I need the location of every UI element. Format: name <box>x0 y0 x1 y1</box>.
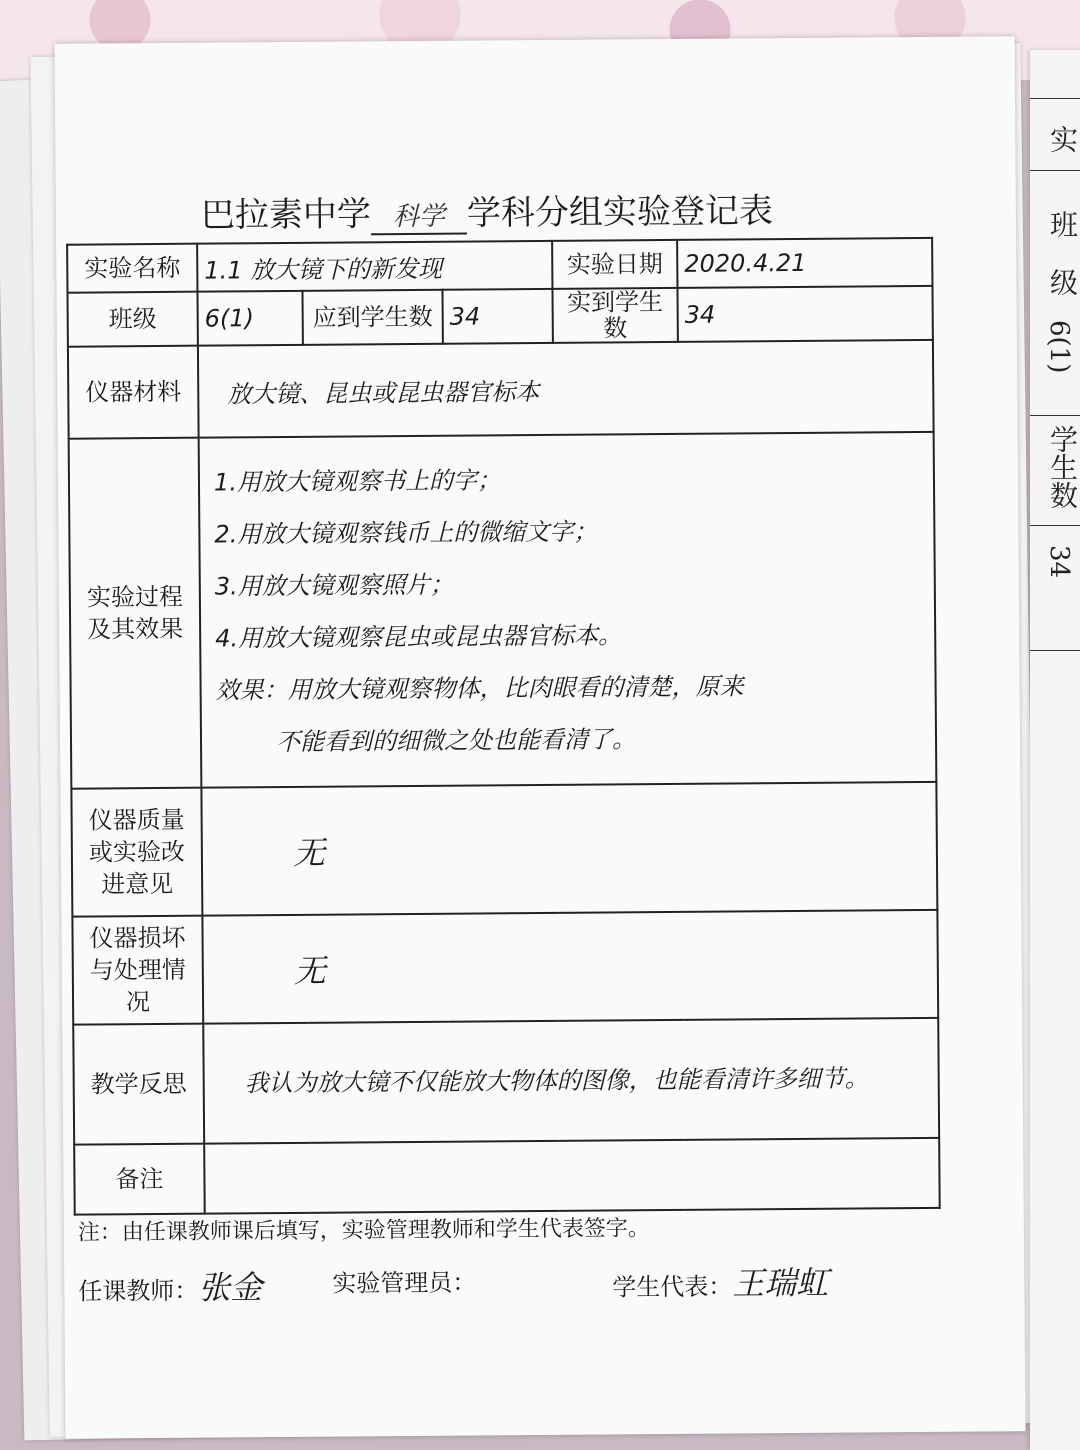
title-suffix: 学科分组实验登记表 <box>467 191 773 233</box>
teacher-signature-value: 张金 <box>198 1268 262 1307</box>
right-sheet-student-value: 34 <box>1044 545 1074 578</box>
subject-field: 科学 <box>371 196 467 236</box>
registration-form <box>55 36 1026 1438</box>
form-title <box>201 183 773 236</box>
right-sheet-rule <box>1030 170 1080 171</box>
right-partial-sheet <box>1030 50 1080 1450</box>
right-sheet-rule <box>1030 98 1080 99</box>
right-sheet-rule <box>1030 415 1080 416</box>
experiment-date-label: 实验日期 <box>552 240 677 289</box>
expected-students-value: 34 <box>442 289 552 344</box>
right-sheet-student-label: 学生数 <box>1042 425 1080 509</box>
table-row <box>67 238 932 293</box>
damage-label: 仪器损坏与处理情况 <box>72 916 203 1025</box>
right-sheet-class-label: 班级 <box>1042 210 1080 326</box>
admin-label: 实验管理员： <box>332 1269 476 1298</box>
class-label: 班级 <box>67 292 197 347</box>
process-content <box>199 432 937 788</box>
admin-signature <box>332 1261 476 1300</box>
process-effect-line: 不能看到的细微之处也能看清了。 <box>216 711 921 769</box>
remarks-label: 备注 <box>74 1144 205 1215</box>
expected-students-label: 应到学生数 <box>302 290 442 345</box>
class-value: 6(1) <box>197 291 302 346</box>
process-label: 实验过程及其效果 <box>69 438 202 789</box>
process-effect-line: 效果：用放大镜观察物体，比肉眼看的清楚，原来 <box>215 659 920 717</box>
table-row <box>68 340 934 439</box>
table-row <box>74 1138 940 1215</box>
materials-label: 仪器材料 <box>68 346 199 439</box>
damage-value: 无 <box>202 910 938 1024</box>
process-step: 3.用放大镜观察照片； <box>215 555 920 613</box>
process-step: 1.用放大镜观察书上的字； <box>214 451 919 509</box>
table-row <box>69 432 937 789</box>
registration-table <box>66 237 941 1216</box>
right-sheet-rule <box>1030 525 1080 526</box>
right-sheet-rule <box>1030 650 1080 651</box>
actual-students-label: 实到学生数 <box>553 288 678 343</box>
experiment-name-label: 实验名称 <box>67 244 197 293</box>
table-row <box>67 286 932 347</box>
student-label: 学生代表： <box>612 1273 732 1302</box>
student-signature-value: 王瑞虹 <box>732 1264 828 1303</box>
quality-label: 仪器质量或实验改进意见 <box>71 788 202 917</box>
reflection-label: 教学反思 <box>73 1024 204 1145</box>
process-step: 2.用放大镜观察钱币上的微缩文字； <box>214 503 919 561</box>
quality-value: 无 <box>201 782 937 916</box>
remarks-value <box>204 1138 940 1214</box>
form-note: 注：由任课教师课后填写，实验管理教师和学生代表签字。 <box>78 1211 650 1246</box>
right-sheet-top-text: 实 <box>1042 125 1080 153</box>
table-row <box>72 910 938 1025</box>
actual-students-value: 34 <box>678 286 933 342</box>
teacher-label: 任课教师： <box>78 1277 198 1306</box>
student-signature <box>612 1258 828 1306</box>
reflection-value: 我认为放大镜不仅能放大物体的图像，也能看清许多细节。 <box>203 1018 939 1144</box>
experiment-date-value: 2020.4.21 <box>677 238 932 288</box>
experiment-name-value: 1.1 放大镜下的新发现 <box>197 241 552 292</box>
right-sheet-class-value: 6(1) <box>1044 320 1074 373</box>
table-row <box>71 782 937 917</box>
school-name: 巴拉素中学 <box>201 194 371 235</box>
materials-value: 放大镜、昆虫或昆虫器官标本 <box>198 340 934 438</box>
process-step: 4.用放大镜观察昆虫或昆虫器官标本。 <box>215 607 920 665</box>
table-row <box>73 1018 939 1145</box>
teacher-signature <box>78 1262 262 1309</box>
